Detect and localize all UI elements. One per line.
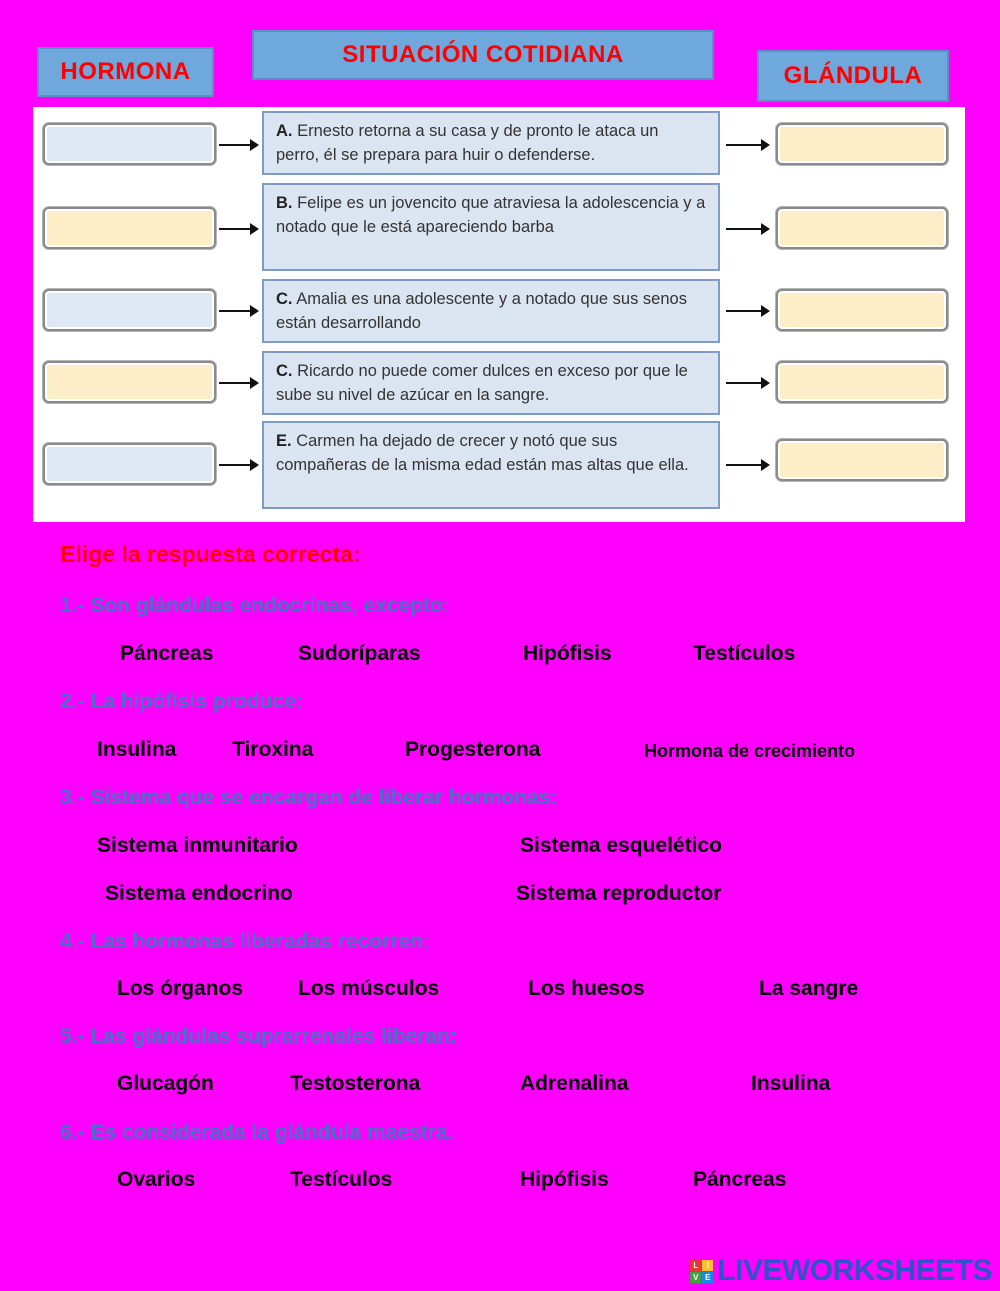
arrow-right-icon [726,144,768,146]
situation-card-c2 [262,351,720,415]
situation-card-a [262,111,720,175]
instruction-heading: Elige la respuesta correcta: [60,541,361,567]
question-4: 4.- Las hormonas liberadas recorren: [60,930,430,953]
glandula-answer-box-4[interactable] [776,361,948,403]
glandula-answer-box-1[interactable] [776,123,948,165]
q2-option-4[interactable]: Hormona de crecimiento [644,741,856,761]
situation-text: Felipe es un jovencito que atraviesa la adolescencia y a notado que le está apareciendo barba [276,194,706,236]
situation-text: Amalia es una adolescente y a notado que sus senos están desarrollando [276,290,687,332]
arrow-right-icon [219,382,257,384]
logo-icon-letter: E [702,1272,713,1283]
q2-option-1[interactable]: Insulina [97,738,177,761]
logo-icon-letter: I [702,1260,713,1271]
q4-option-2[interactable]: Los músculos [298,977,440,1000]
glandula-input-3[interactable] [778,291,946,329]
q2-option-2[interactable]: Tiroxina [232,738,314,761]
q1-option-4[interactable]: Testículos [693,642,796,665]
logo-icon-letter: L [690,1260,701,1271]
glandula-answer-box-3[interactable] [776,289,948,331]
question-2: 2.- La hipófisis produce: [60,690,303,713]
hormona-input-1[interactable] [45,125,214,163]
q2-option-3[interactable]: Progesterona [405,738,541,761]
arrow-right-icon [219,310,257,312]
q5-option-1[interactable]: Glucagón [117,1072,214,1095]
q4-option-3[interactable]: Los huesos [528,977,645,1000]
situation-letter: C. [276,290,293,308]
glandula-input-5[interactable] [778,441,946,479]
situation-letter: C. [276,362,293,380]
q3-option-3[interactable]: Sistema endocrino [105,882,293,905]
q6-option-4[interactable]: Páncreas [693,1168,787,1191]
arrow-right-icon [219,464,257,466]
situation-card-b [262,183,720,271]
glandula-input-2[interactable] [778,209,946,247]
q4-option-4[interactable]: La sangre [759,977,859,1000]
situacion-header: SITUACIÓN COTIDIANA [252,30,714,80]
liveworksheets-logo [690,1254,992,1288]
hormona-answer-box-2[interactable] [43,207,216,249]
situation-text: Ernesto retorna a su casa y de pronto le ataca un perro, él se prepara para huir o defenderse. [276,122,659,164]
q3-option-4[interactable]: Sistema reproductor [516,882,722,905]
matching-panel [33,107,965,522]
logo-icon [690,1260,713,1283]
arrow-right-icon [219,228,257,230]
situation-letter: B. [276,194,293,212]
q4-option-1[interactable]: Los órganos [117,977,244,1000]
q6-option-2[interactable]: Testículos [290,1168,393,1191]
hormona-input-4[interactable] [45,363,214,401]
q3-option-2[interactable]: Sistema esquelético [520,834,722,857]
situation-card-e [262,421,720,509]
q1-option-3[interactable]: Hipófisis [523,642,612,665]
question-6: 6.- Es considerada la glándula maestra. [60,1121,454,1144]
situation-letter: A. [276,122,293,140]
arrow-right-icon [726,310,768,312]
q3-option-1[interactable]: Sistema inmunitario [97,834,298,857]
q1-option-2[interactable]: Sudoríparas [298,642,421,665]
glandula-input-4[interactable] [778,363,946,401]
situation-card-c1 [262,279,720,343]
hormona-input-5[interactable] [45,445,214,483]
situation-letter: E. [276,432,292,450]
hormona-input-2[interactable] [45,209,214,247]
q1-option-1[interactable]: Páncreas [120,642,214,665]
arrow-right-icon [726,464,768,466]
glandula-answer-box-2[interactable] [776,207,948,249]
q6-option-3[interactable]: Hipófisis [520,1168,609,1191]
q5-option-4[interactable]: Insulina [751,1072,831,1095]
arrow-right-icon [726,382,768,384]
question-3: 3.- Sistema que se encargan de liberar hormonas: [60,786,558,809]
logo-icon-letter: V [690,1272,701,1283]
question-1: 1.- Son glándulas endocrinas, excepto: [60,594,450,617]
hormona-answer-box-5[interactable] [43,443,216,485]
arrow-right-icon [726,228,768,230]
question-5: 5.- Las glándulas suprarrenales liberan: [60,1025,457,1048]
hormona-answer-box-3[interactable] [43,289,216,331]
arrow-right-icon [219,144,257,146]
q6-option-1[interactable]: Ovarios [117,1168,196,1191]
hormona-header: HORMONA [37,47,214,97]
q5-option-2[interactable]: Testosterona [290,1072,421,1095]
glandula-header: GLÁNDULA [757,50,949,102]
glandula-input-1[interactable] [778,125,946,163]
situation-text: Carmen ha dejado de crecer y notó que sus compañeras de la misma edad están mas altas que ella. [276,432,689,474]
q5-option-3[interactable]: Adrenalina [520,1072,629,1095]
situation-text: Ricardo no puede comer dulces en exceso por que le sube su nivel de azúcar en la sangre. [276,362,688,404]
logo-text: LIVEWORKSHEETS [717,1254,992,1287]
glandula-answer-box-5[interactable] [776,439,948,481]
hormona-answer-box-1[interactable] [43,123,216,165]
hormona-input-3[interactable] [45,291,214,329]
hormona-answer-box-4[interactable] [43,361,216,403]
